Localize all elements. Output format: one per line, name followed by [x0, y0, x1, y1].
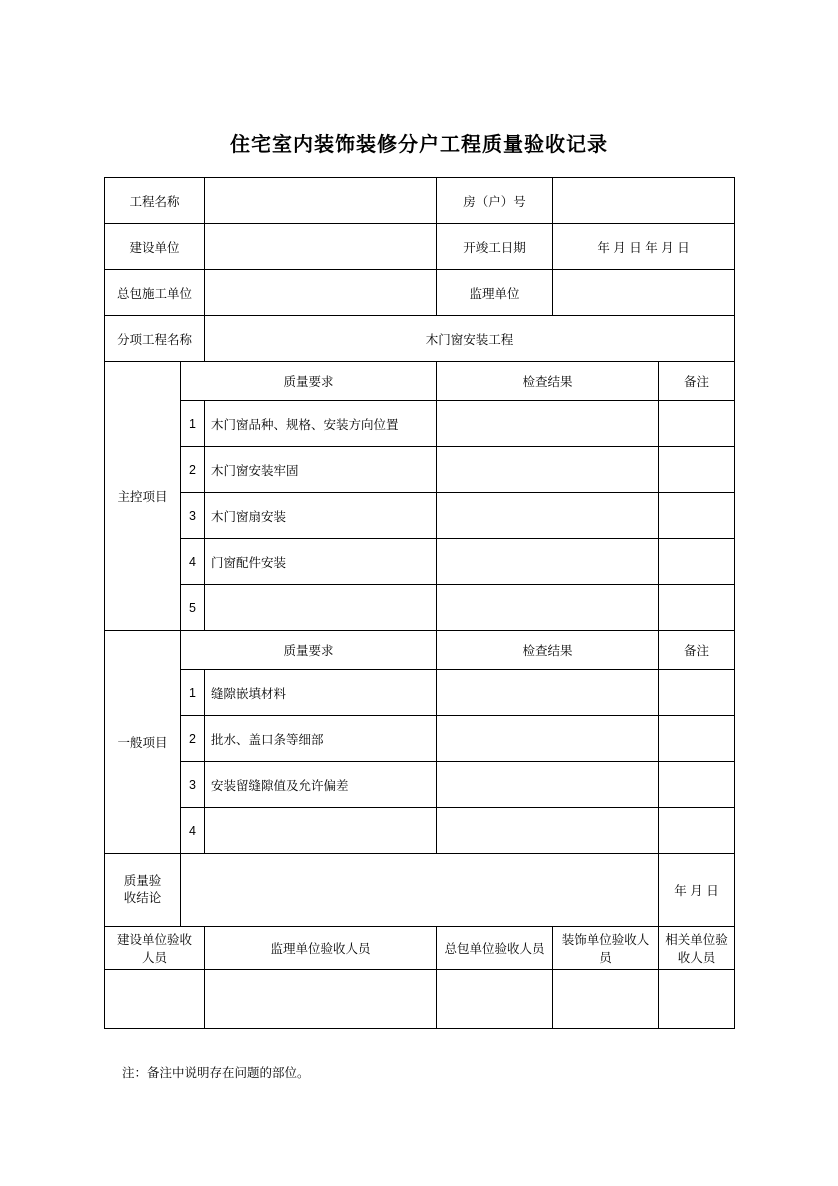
remark-cell[interactable]	[659, 447, 735, 493]
result-cell[interactable]	[437, 493, 659, 539]
room-no-value[interactable]	[553, 178, 735, 224]
requirement-text: 批水、盖口条等细部	[205, 716, 437, 762]
general-contractor-value[interactable]	[205, 270, 437, 316]
table-header-row	[105, 362, 735, 401]
requirement-text: 缝隙嵌填材料	[205, 670, 437, 716]
row-number: 3	[181, 762, 205, 808]
table-row	[105, 585, 735, 631]
conclusion-label-line2: 收结论	[123, 891, 162, 905]
table-row	[105, 808, 735, 854]
requirement-text: 安装留缝隙值及允许偏差	[205, 762, 437, 808]
requirement-text	[205, 808, 437, 854]
col-header-inspection-result: 检查结果	[437, 631, 659, 670]
table-row	[105, 270, 735, 316]
start-complete-date-value[interactable]: 年 月 日 年 月 日	[553, 224, 735, 270]
signature-header-construction: 建设单位验收人员	[105, 927, 205, 970]
conclusion-date[interactable]: 年 月 日	[659, 854, 735, 927]
result-cell[interactable]	[437, 808, 659, 854]
col-header-inspection-result: 检查结果	[437, 362, 659, 401]
main-items-label: 主控项目	[105, 362, 181, 631]
row-number: 1	[181, 401, 205, 447]
result-cell[interactable]	[437, 539, 659, 585]
general-items-label: 一般项目	[105, 631, 181, 854]
requirement-text	[205, 585, 437, 631]
row-number: 4	[181, 808, 205, 854]
table-row	[105, 178, 735, 224]
conclusion-value[interactable]	[181, 854, 659, 927]
remark-cell[interactable]	[659, 808, 735, 854]
col-header-remark: 备注	[659, 631, 735, 670]
requirement-text: 木门窗扇安装	[205, 493, 437, 539]
signature-value-supervision[interactable]	[205, 970, 437, 1029]
result-cell[interactable]	[437, 585, 659, 631]
table-row	[105, 716, 735, 762]
table-row	[105, 224, 735, 270]
acceptance-record-table	[104, 177, 735, 1029]
project-name-value[interactable]	[205, 178, 437, 224]
row-number: 4	[181, 539, 205, 585]
remark-cell[interactable]	[659, 585, 735, 631]
table-header-row	[105, 631, 735, 670]
subproject-label: 分项工程名称	[105, 316, 205, 362]
row-number: 3	[181, 493, 205, 539]
signature-value-construction[interactable]	[105, 970, 205, 1029]
construction-unit-value[interactable]	[205, 224, 437, 270]
col-header-remark: 备注	[659, 362, 735, 401]
remark-cell[interactable]	[659, 716, 735, 762]
result-cell[interactable]	[437, 716, 659, 762]
remark-cell[interactable]	[659, 670, 735, 716]
table-row	[105, 539, 735, 585]
table-row	[105, 447, 735, 493]
requirement-text: 木门窗品种、规格、安装方向位置	[205, 401, 437, 447]
table-row	[105, 316, 735, 362]
signature-header-supervision: 监理单位验收人员	[205, 927, 437, 970]
requirement-text: 门窗配件安装	[205, 539, 437, 585]
result-cell[interactable]	[437, 401, 659, 447]
conclusion-row	[105, 854, 735, 927]
result-cell[interactable]	[437, 762, 659, 808]
supervision-unit-label: 监理单位	[437, 270, 553, 316]
footer-note: 注：备注中说明存在问题的部位。	[122, 1066, 310, 1080]
remark-cell[interactable]	[659, 401, 735, 447]
result-cell[interactable]	[437, 670, 659, 716]
conclusion-label	[105, 854, 181, 927]
project-name-label: 工程名称	[105, 178, 205, 224]
result-cell[interactable]	[437, 447, 659, 493]
table-row	[105, 401, 735, 447]
row-number: 5	[181, 585, 205, 631]
col-header-quality-requirement: 质量要求	[181, 631, 437, 670]
requirement-text: 木门窗安装牢固	[205, 447, 437, 493]
room-no-label: 房（户）号	[437, 178, 553, 224]
signature-value-row	[105, 970, 735, 1029]
table-row	[105, 762, 735, 808]
row-number: 2	[181, 447, 205, 493]
row-number: 2	[181, 716, 205, 762]
row-number: 1	[181, 670, 205, 716]
signature-header-decoration: 装饰单位验收人员	[553, 927, 659, 970]
signature-value-decoration[interactable]	[553, 970, 659, 1029]
remark-cell[interactable]	[659, 539, 735, 585]
signature-header-contractor: 总包单位验收人员	[437, 927, 553, 970]
general-contractor-label: 总包施工单位	[105, 270, 205, 316]
table-row	[105, 670, 735, 716]
signature-header-related: 相关单位验收人员	[659, 927, 735, 970]
remark-cell[interactable]	[659, 762, 735, 808]
remark-cell[interactable]	[659, 493, 735, 539]
subproject-value[interactable]: 木门窗安装工程	[205, 316, 735, 362]
conclusion-label-line1: 质量验	[123, 874, 162, 888]
page-title: 住宅室内装饰装修分户工程质量验收记录	[230, 134, 608, 156]
col-header-quality-requirement: 质量要求	[181, 362, 437, 401]
signature-value-related[interactable]	[659, 970, 735, 1029]
supervision-unit-value[interactable]	[553, 270, 735, 316]
start-complete-date-label: 开竣工日期	[437, 224, 553, 270]
signature-value-contractor[interactable]	[437, 970, 553, 1029]
construction-unit-label: 建设单位	[105, 224, 205, 270]
signature-header-row	[105, 927, 735, 970]
table-row	[105, 493, 735, 539]
